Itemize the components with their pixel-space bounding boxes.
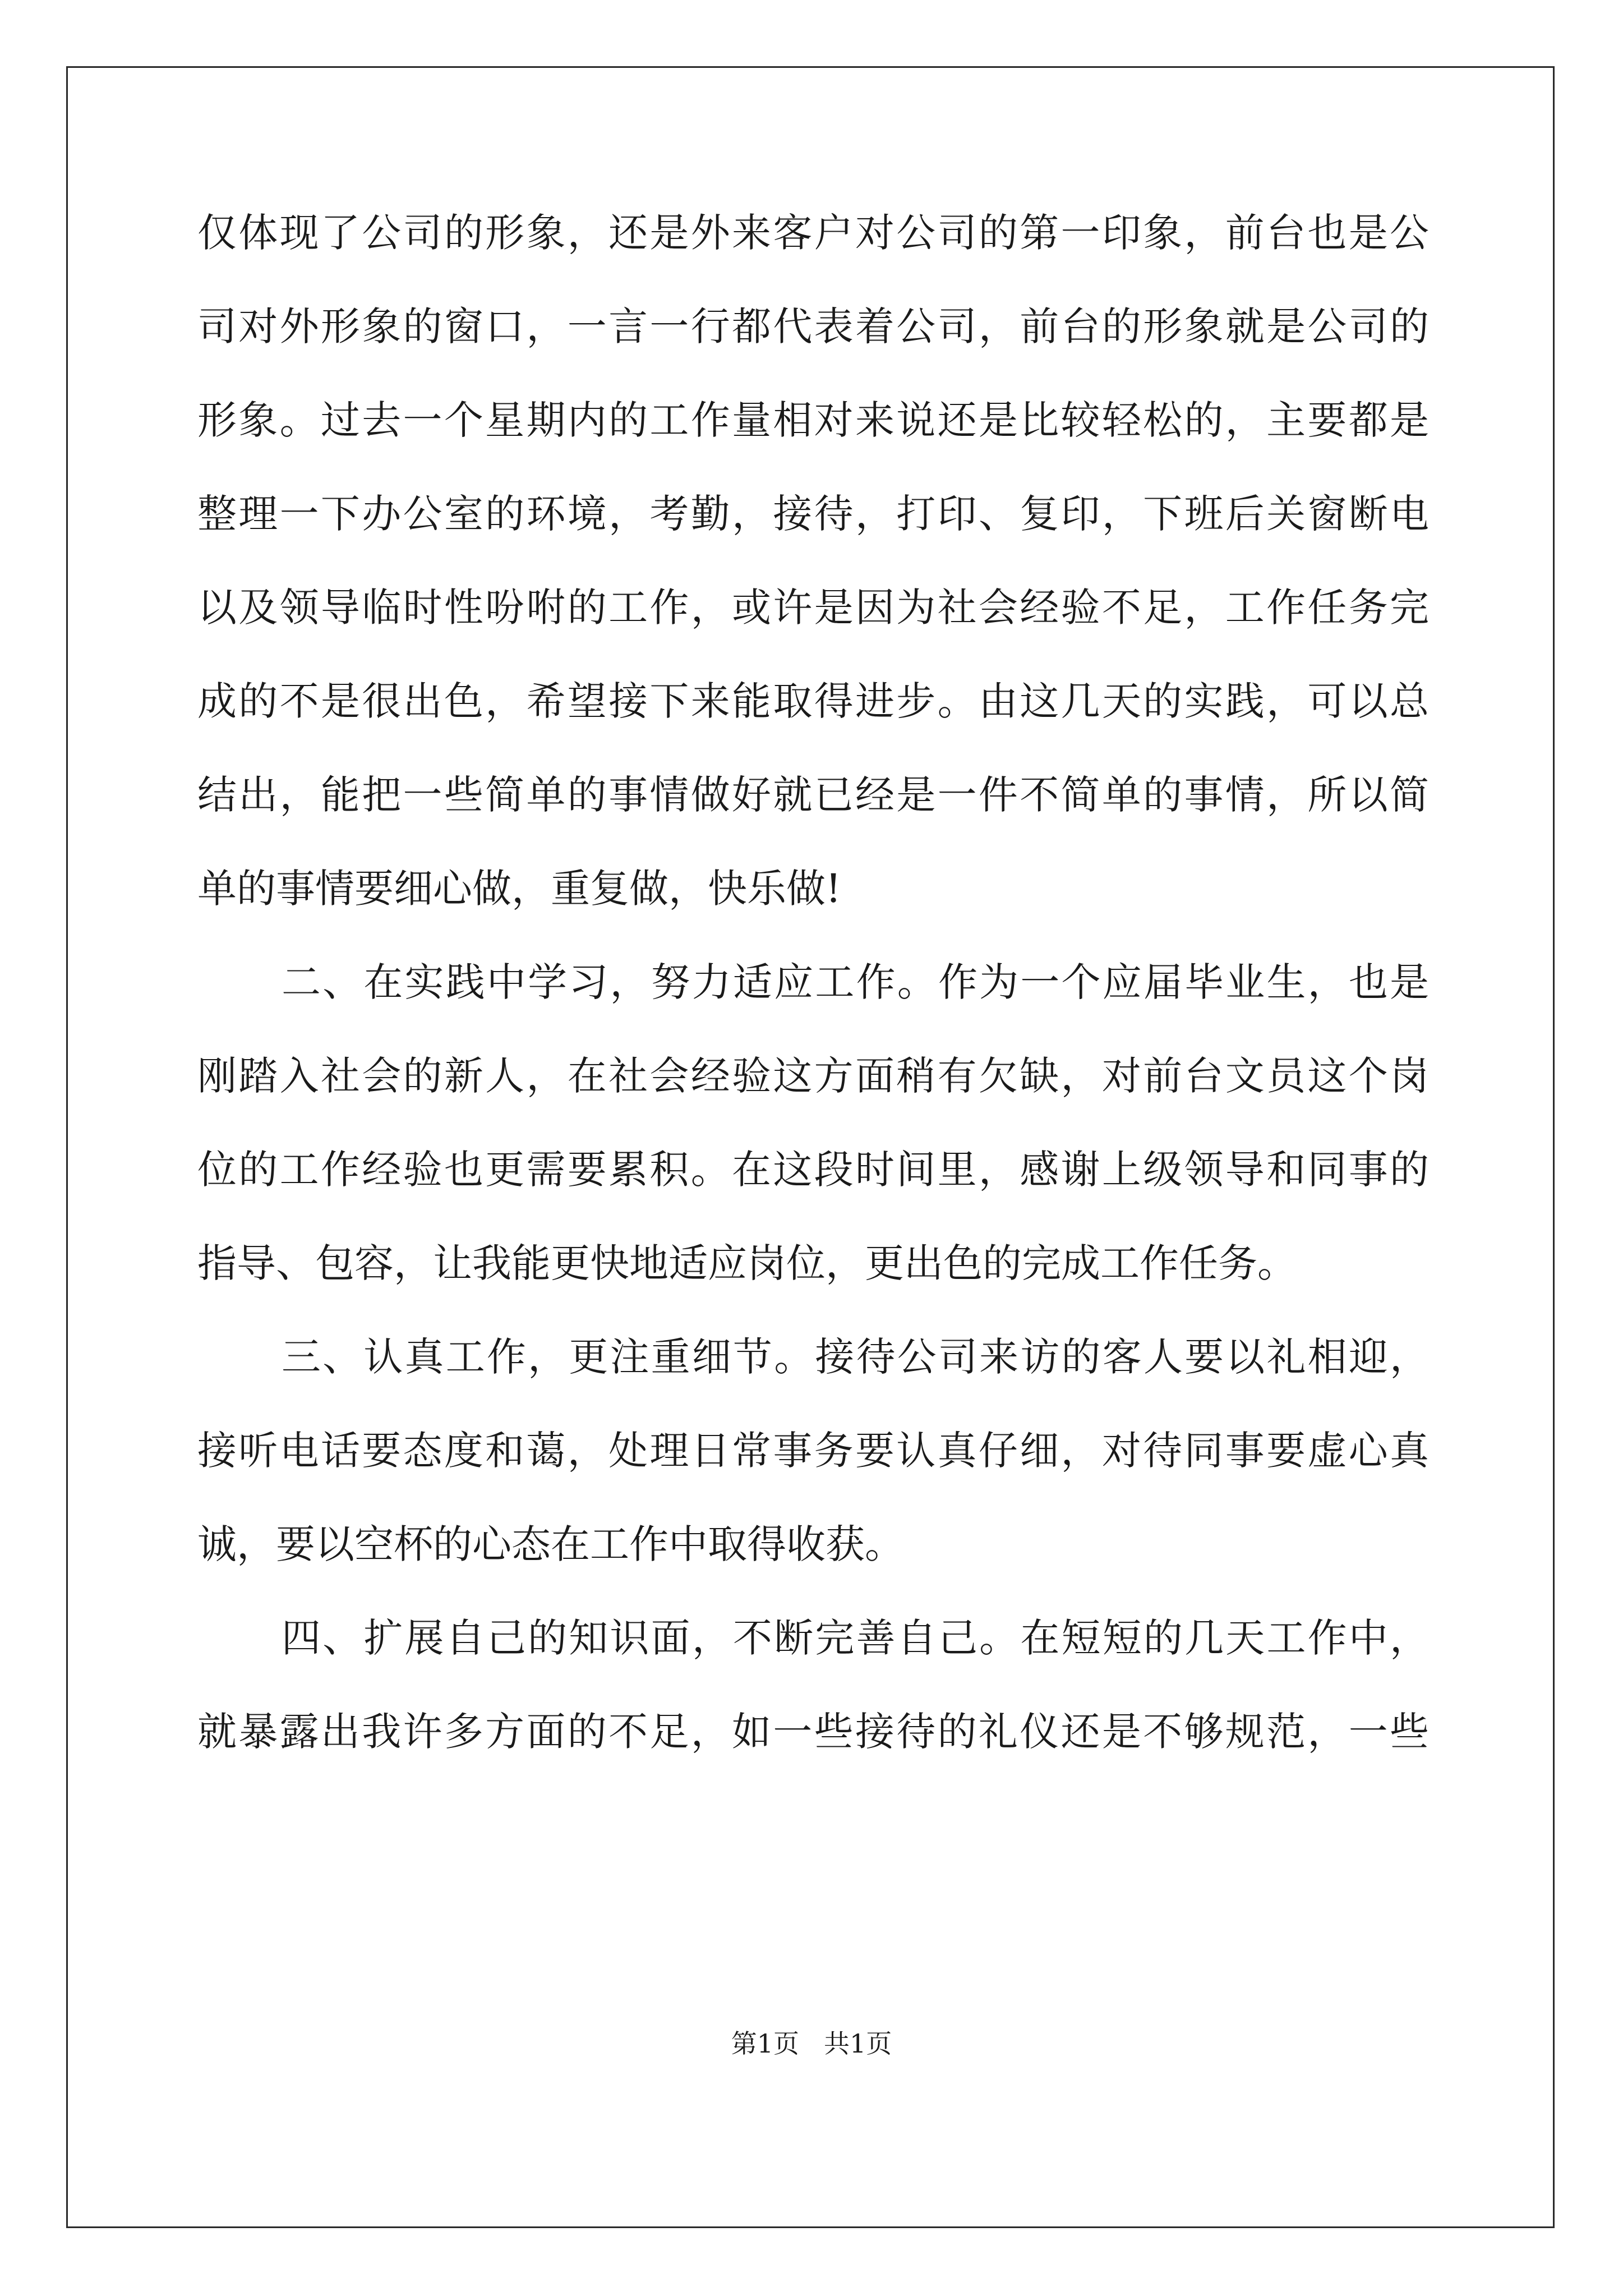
text-line: 二、在实践中学习，努力适应工作。作为一个应届毕业生，也是 [282, 959, 1429, 1005]
text-line: 司对外形象的窗口，一言一行都代表着公司，前台的形象就是公司的 [197, 303, 1429, 349]
page-number: 第1页 [731, 2028, 800, 2059]
text-line: 四、扩展自己的知识面，不断完善自己。在短短的几天工作中， [282, 1615, 1429, 1661]
text-line: 以及领导临时性吩咐的工作，或许是因为社会经验不足，工作任务完 [197, 585, 1429, 631]
page-total: 共1页 [823, 2028, 892, 2059]
text-line: 位的工作经验也更需要累积。在这段时间里，感谢上级领导和同事的 [197, 1147, 1429, 1193]
text-line: 结出，能把一些简单的事情做好就已经是一件不简单的事情，所以简 [197, 772, 1429, 818]
text-line: 三、认真工作，更注重细节。接待公司来访的客人要以礼相迎， [282, 1334, 1429, 1380]
page-footer [0, 2028, 1623, 2059]
document-body [197, 210, 1429, 1806]
text-line: 就暴露出我许多方面的不足，如一些接待的礼仪还是不够规范，一些 [197, 1709, 1429, 1755]
text-line: 整理一下办公室的环境，考勤，接待，打印、复印，下班后关窗断电 [197, 491, 1429, 537]
text-line: 单的事情要细心做，重复做，快乐做! [197, 866, 842, 912]
text-line: 指导、包容，让我能更快地适应岗位，更出色的完成工作任务。 [197, 1240, 1297, 1286]
text-line: 诚，要以空杯的心态在工作中取得收获。 [197, 1521, 904, 1567]
text-line: 刚踏入社会的新人，在社会经验这方面稍有欠缺，对前台文员这个岗 [197, 1053, 1429, 1099]
text-line: 形象。过去一个星期内的工作量相对来说还是比较轻松的，主要都是 [197, 397, 1429, 443]
text-line: 接听电话要态度和蔼，处理日常事务要认真仔细，对待同事要虚心真 [197, 1428, 1429, 1474]
text-line: 仅体现了公司的形象，还是外来客户对公司的第一印象，前台也是公 [197, 210, 1429, 256]
text-line: 成的不是很出色，希望接下来能取得进步。由这几天的实践，可以总 [197, 678, 1429, 724]
footer-gap [799, 2028, 824, 2059]
